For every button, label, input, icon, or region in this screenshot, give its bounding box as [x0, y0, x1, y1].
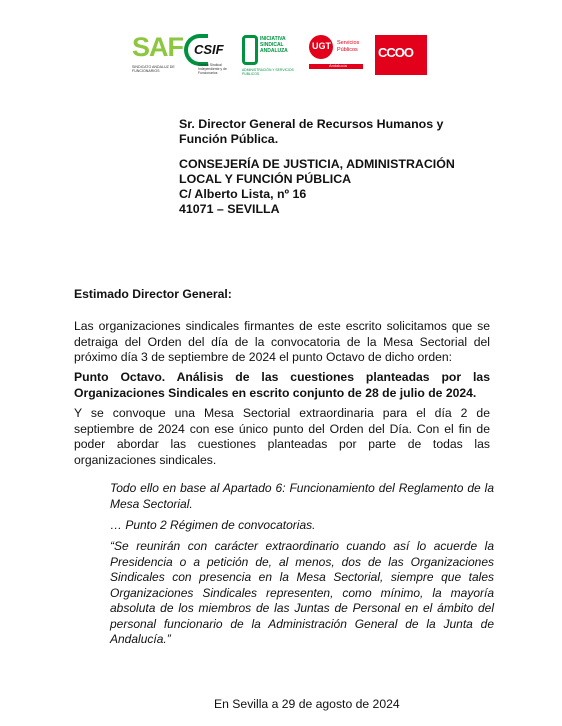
csif-logo — [184, 30, 242, 80]
body-paragraph-extraordinary-meeting: Y se convoque una Mesa Sectorial extraordinaria para el día 2 de septiembre de 2024 con ese único punto del Orden del Día. Con el fin de poder abordar las cuestiones planteadas por parte de todas las organizaciones sindicales. — [74, 406, 490, 467]
isa-logo-text: INICIATIVA SINDICAL ANDALUZA — [260, 36, 288, 54]
ccoo-logo-text: CCOO — [378, 45, 413, 60]
quote-regulation-text: “Se reunirán con carácter extraordinario cuando así lo acuerde la Presidencia o a petición de, al menos, dos de las Organizaciones Sindicales con presencia en la Mesa Sectorial, siempre que tales Organizaciones Sindicales representen, como mínimo, la mayoría absoluta de los miembros de las Juntas de Personal en el ámbito del personal funcionario de la Administración General de la Junta de Andalucía.” — [110, 539, 494, 646]
saf-logo-subtitle: SINDICATO ANDALUZ DE FUNCIONARIOS — [132, 65, 175, 73]
recipient-line: Función Pública. — [179, 132, 279, 146]
quote-point: … Punto 2 Régimen de convocatorias. — [110, 518, 316, 532]
ugt-logo — [309, 30, 369, 80]
address-block — [179, 157, 455, 217]
recipient-block — [179, 117, 443, 147]
csif-logo-text: CSIF — [194, 42, 224, 57]
address-line: LOCAL Y FUNCIÓN PÚBLICA — [179, 172, 352, 186]
salutation: Estimado Director General: — [74, 287, 232, 301]
saf-logo — [132, 30, 183, 80]
recipient-line: Sr. Director General de Recursos Humanos y — [179, 117, 444, 131]
isa-logo — [242, 30, 292, 80]
body-paragraph-agenda-item: Punto Octavo. Análisis de las cuestiones planteadas por las Organizaciones Sindicales en escrito conjunto de 28 de julio de 2024. — [74, 370, 490, 400]
address-line: CONSEJERÍA DE JUSTICIA, ADMINISTRACIÓN — [179, 157, 455, 171]
ugt-band-text: Andalucía — [329, 63, 347, 68]
address-line: C/ Alberto Lista, nº 16 — [179, 187, 307, 201]
isa-mark-icon — [242, 35, 258, 65]
saf-logo-text: SAF — [132, 32, 183, 62]
union-logos — [132, 30, 432, 80]
ugt-logo-text: UGT — [312, 41, 331, 51]
address-line: 41071 – SEVILLA — [179, 202, 280, 216]
quote-basis: Todo ello en base al Apartado 6: Funcionamiento del Reglamento de la Mesa Sectorial. — [110, 481, 494, 511]
ugt-logo-side-text: Servicios Públicos — [337, 40, 360, 53]
place-date: En Sevilla a 29 de agosto de 2024 — [214, 697, 400, 711]
csif-logo-subtitle: Central Sindical Independiente y de Funcionarios — [198, 63, 227, 75]
isa-logo-subtitle: ADMINISTRACIÓN Y SERVICIOS PÚBLICOS — [242, 68, 294, 76]
ccoo-logo — [375, 30, 430, 80]
body-paragraph-request: Las organizaciones sindicales firmantes de este escrito solicitamos que se detraiga del Orden del día de la convocatoria de la Mesa Sectorial del próximo día 3 de septiembre de 2024 el punto Octavo de dicho orden: — [74, 319, 490, 364]
